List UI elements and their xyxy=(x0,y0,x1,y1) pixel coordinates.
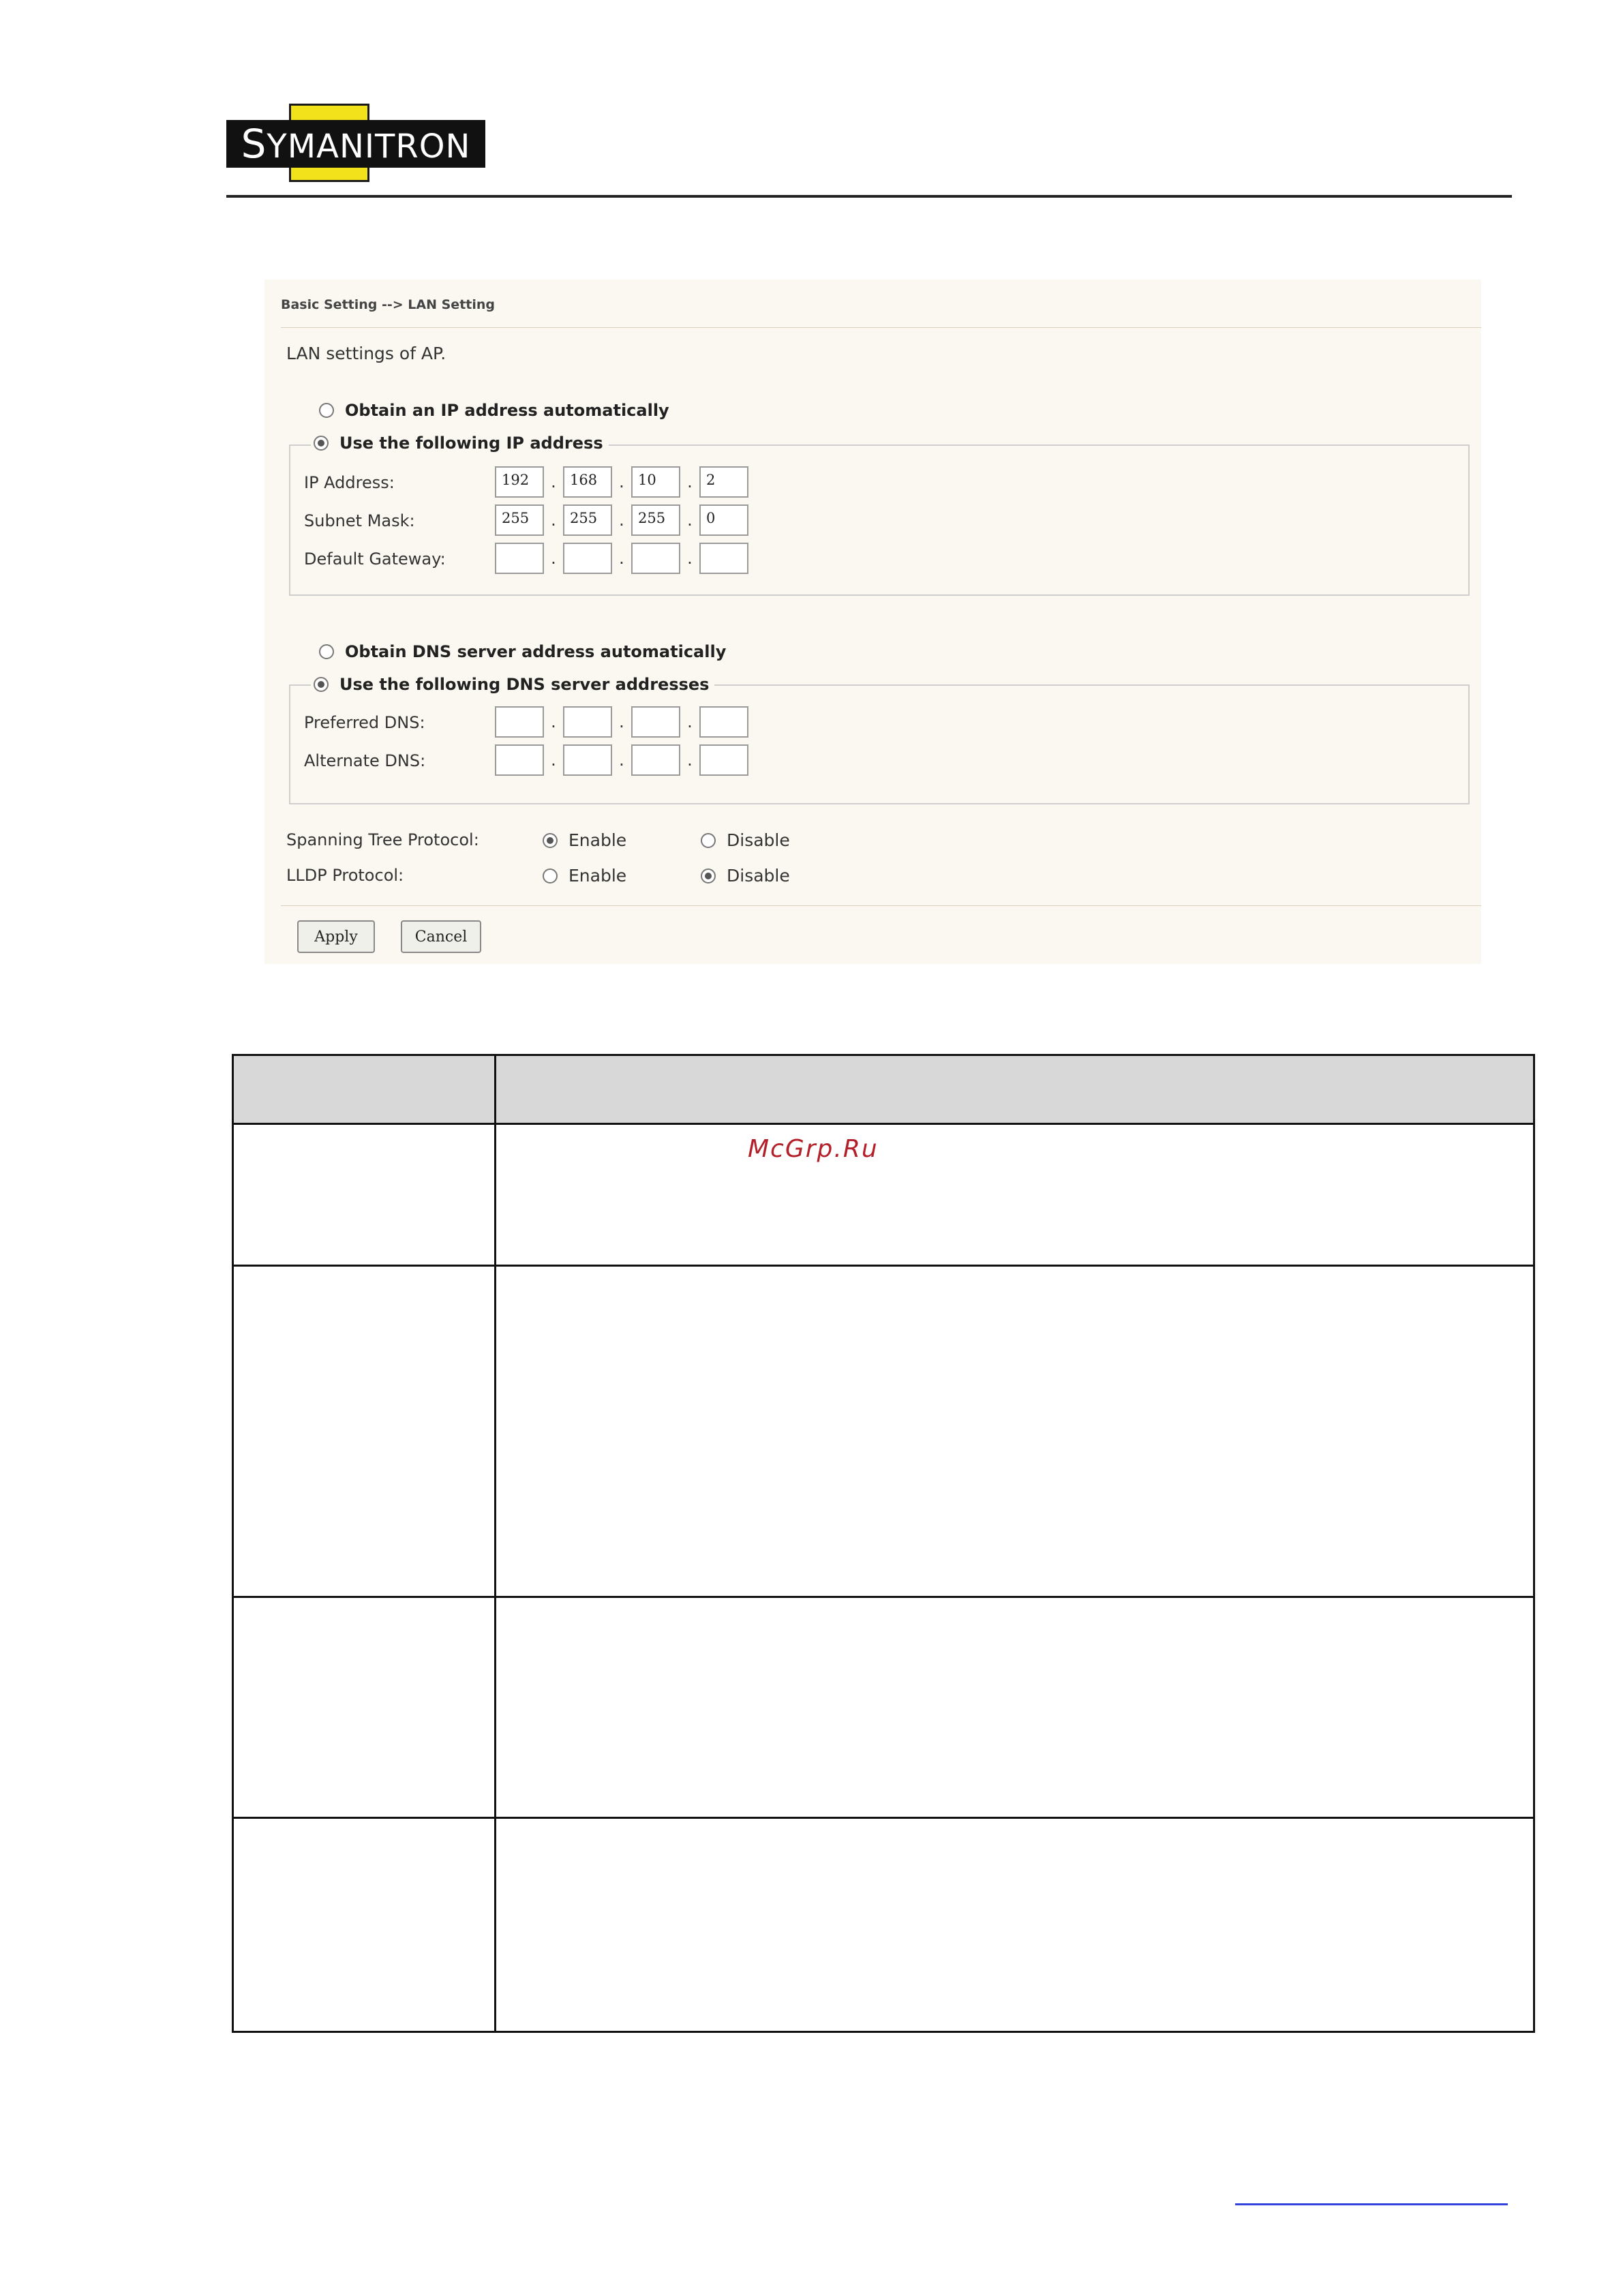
lan-settings-panel xyxy=(264,280,1481,964)
table-row-divider xyxy=(234,1265,1533,1267)
radio-off-icon xyxy=(701,833,716,848)
radio-off-icon xyxy=(543,868,558,883)
adns-octet-4[interactable] xyxy=(699,744,748,776)
default-gateway-input: . . . xyxy=(495,543,748,574)
subnet-mask-input: 255 . 255 . 255 . 0 xyxy=(495,504,748,536)
logo-text: SYMANITRON xyxy=(241,121,471,167)
ip-octet-1[interactable]: 192 xyxy=(495,466,544,498)
stp-label: Spanning Tree Protocol: xyxy=(286,830,479,849)
obtain-ip-auto-radio[interactable] xyxy=(319,401,669,420)
table-row-divider xyxy=(234,1817,1533,1819)
description-table xyxy=(232,1054,1535,2033)
lldp-disable-radio[interactable] xyxy=(701,866,790,886)
mask-octet-1[interactable]: 255 xyxy=(495,504,544,536)
adns-octet-2[interactable] xyxy=(563,744,612,776)
pdns-octet-4[interactable] xyxy=(699,706,748,738)
logo-text-box xyxy=(226,120,485,168)
table-header xyxy=(234,1056,1533,1123)
panel-intro: LAN settings of AP. xyxy=(286,344,446,363)
pdns-octet-3[interactable] xyxy=(631,706,680,738)
ip-address-label: IP Address: xyxy=(304,473,395,492)
adns-octet-3[interactable] xyxy=(631,744,680,776)
stp-disable-label: Disable xyxy=(727,830,790,850)
table-row-divider xyxy=(234,1123,1533,1125)
mask-octet-2[interactable]: 255 xyxy=(563,504,612,536)
table-column-divider xyxy=(494,1056,496,2031)
gateway-octet-3[interactable] xyxy=(631,543,680,574)
adns-octet-1[interactable] xyxy=(495,744,544,776)
use-following-ip-label: Use the following IP address xyxy=(339,434,603,453)
ip-octet-2[interactable]: 168 xyxy=(563,466,612,498)
radio-off-icon xyxy=(319,403,334,418)
apply-button[interactable]: Apply xyxy=(297,920,375,953)
ip-octet-4[interactable]: 2 xyxy=(699,466,748,498)
gateway-octet-1[interactable] xyxy=(495,543,544,574)
mask-octet-4[interactable]: 0 xyxy=(699,504,748,536)
dns-fieldset xyxy=(289,684,1470,804)
radio-on-icon xyxy=(701,868,716,883)
obtain-dns-auto-radio[interactable] xyxy=(319,642,726,661)
radio-on-icon xyxy=(314,677,329,692)
preferred-dns-input: . . . xyxy=(495,706,748,738)
lldp-enable-radio[interactable] xyxy=(543,866,626,886)
cancel-button[interactable]: Cancel xyxy=(401,920,481,953)
lldp-enable-label: Enable xyxy=(568,866,627,886)
default-gateway-label: Default Gateway: xyxy=(304,549,446,569)
breadcrumb: Basic Setting --> LAN Setting xyxy=(281,297,496,312)
obtain-ip-auto-label: Obtain an IP address automatically xyxy=(345,401,669,420)
use-following-dns-label: Use the following DNS server addresses xyxy=(339,675,710,694)
pdns-octet-1[interactable] xyxy=(495,706,544,738)
pdns-octet-2[interactable] xyxy=(563,706,612,738)
subnet-mask-label: Subnet Mask: xyxy=(304,511,415,530)
lldp-label: LLDP Protocol: xyxy=(286,866,404,885)
table-row-divider xyxy=(234,1596,1533,1598)
lldp-disable-label: Disable xyxy=(727,866,790,886)
mask-octet-3[interactable]: 255 xyxy=(631,504,680,536)
use-following-ip-radio[interactable] xyxy=(311,434,609,453)
symanitron-logo xyxy=(226,104,485,182)
stp-enable-radio[interactable] xyxy=(543,830,626,850)
radio-on-icon xyxy=(314,436,329,451)
watermark: McGrp.Ru xyxy=(748,1135,879,1163)
preferred-dns-label: Preferred DNS: xyxy=(304,713,425,732)
ip-address-input: 192 . 168 . 10 . 2 xyxy=(495,466,748,498)
use-following-dns-radio[interactable] xyxy=(311,675,714,694)
stp-enable-label: Enable xyxy=(568,830,627,850)
ip-octet-3[interactable]: 10 xyxy=(631,466,680,498)
obtain-dns-auto-label: Obtain DNS server address automatically xyxy=(345,642,727,661)
header-divider xyxy=(226,195,1512,198)
radio-on-icon xyxy=(543,833,558,848)
panel-footer-divider xyxy=(281,905,1481,906)
ip-fieldset xyxy=(289,444,1470,596)
alternate-dns-label: Alternate DNS: xyxy=(304,751,426,770)
gateway-octet-4[interactable] xyxy=(699,543,748,574)
footer-link-rule xyxy=(1235,2203,1508,2205)
gateway-octet-2[interactable] xyxy=(563,543,612,574)
stp-disable-radio[interactable] xyxy=(701,830,790,850)
radio-off-icon xyxy=(319,644,334,659)
breadcrumb-divider xyxy=(281,327,1481,328)
alternate-dns-input: . . . xyxy=(495,744,748,776)
